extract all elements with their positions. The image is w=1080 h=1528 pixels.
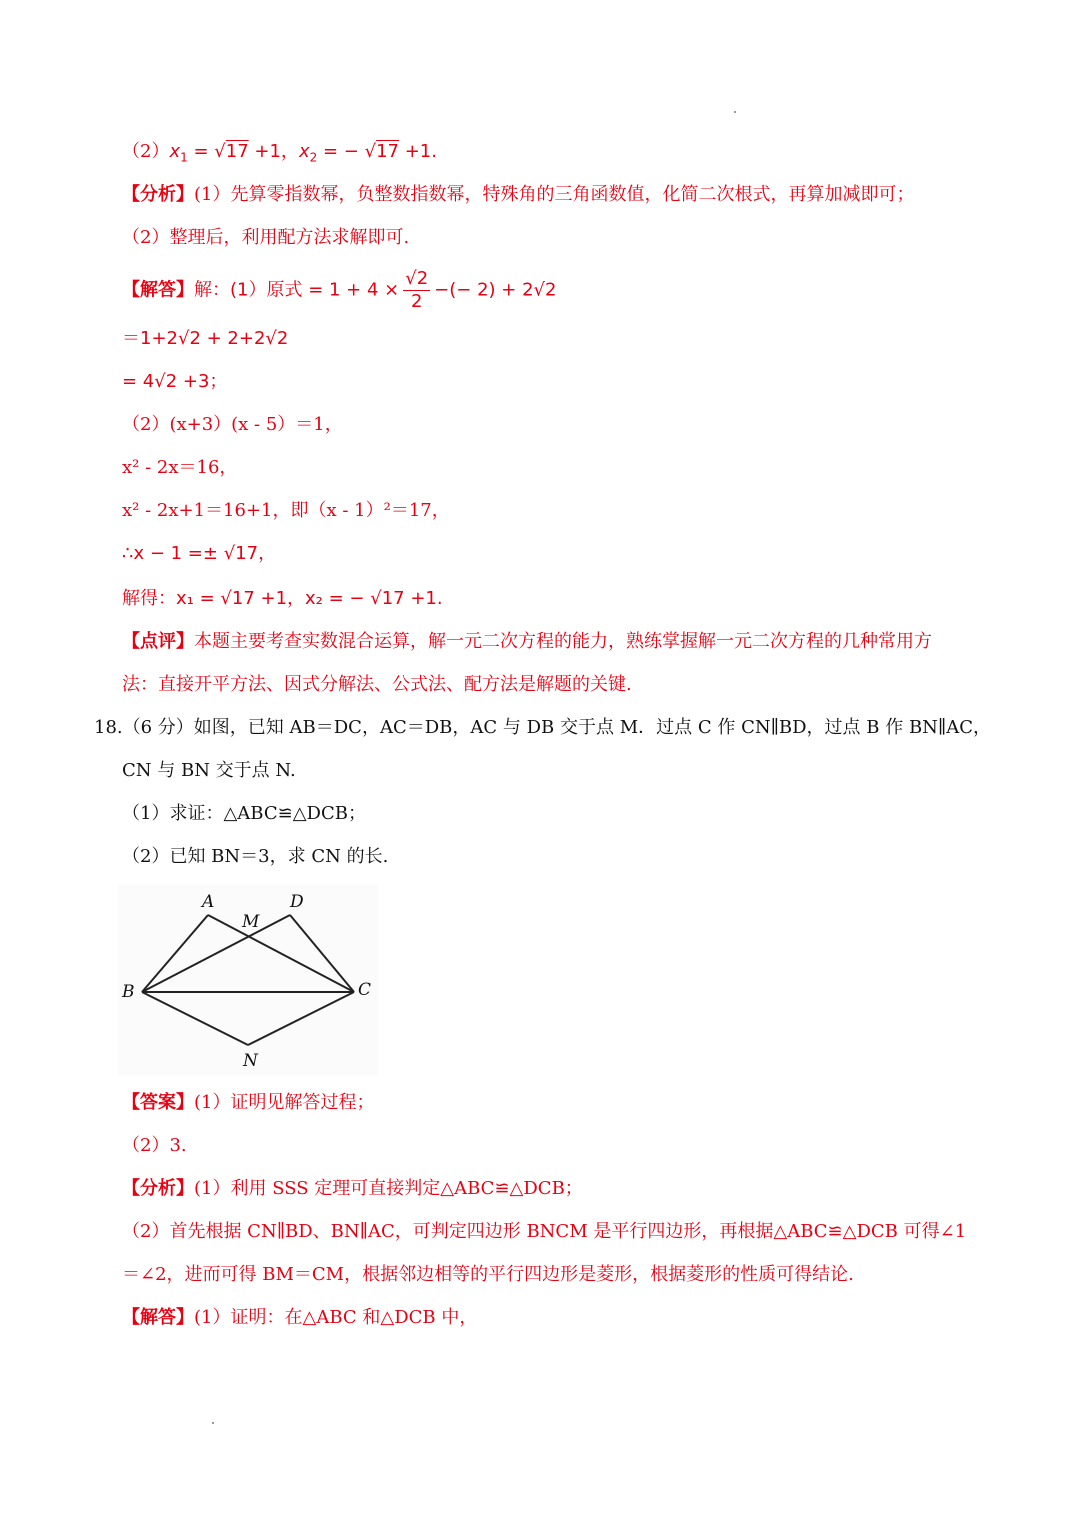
var-x: x [169,141,181,162]
numerator: √2 [405,268,429,289]
solution-line-8: 解得：x₁ = √17 +1，x₂ = − √17 +1. [122,588,443,609]
plus-one: +1， [248,141,299,162]
solution-text: 解：(1）原式 = 1 + 4 × [194,279,400,301]
analysis18-line-2: （2）首先根据 CN∥BD、BN∥AC，可判定四边形 BNCM 是平行四边形，再根据△ABC≌△DCB 可得∠1 [122,1221,967,1242]
solution-line-3: = 4√2 +3； [122,371,228,392]
eq-neg: = − [317,141,365,162]
solution-line-4: （2）(x+3）(x - 5）＝1， [122,414,343,435]
analysis-tag: 【分析】 [122,184,194,205]
solution-line-1 [122,268,556,313]
solution-tag: 【解答】 [122,279,194,301]
question-18-part-1: （1）求证：△ABC≌△DCB； [122,803,366,824]
geometry-figure [118,885,378,1075]
radical: √ [214,141,226,162]
label-A: A [202,892,215,912]
sub: 2 [309,150,318,165]
analysis-line-2 [122,225,409,251]
answer-tag: 【答案】 [122,1092,194,1113]
label-D: D [290,892,304,912]
speck [212,1422,214,1424]
answer-line-2: （2）3. [122,1135,187,1156]
analysis18-line-1 [122,1176,583,1202]
radical: √ [364,141,377,162]
sub: 1 [180,150,188,165]
analysis-line-1 [122,182,914,208]
analysis-text: (1）先算零指数幂，负整数指数幂，特殊角的三角函数值，化简二次根式，再算加减即可； [194,184,915,205]
question-18-line-2: CN 与 BN 交于点 N. [122,760,296,781]
analysis-text: （2）整理后，利用配方法求解即可. [122,227,410,248]
label-C: C [358,980,372,1000]
solution18-line-1 [122,1305,477,1331]
fraction [403,268,430,313]
solution-line-7: ∴x − 1 =± √17， [122,543,277,564]
plus-one: +1. [398,141,437,162]
label-B: B [122,982,135,1002]
comment-line-2: 法：直接开平方法、因式分解法、公式法、配方法是解题的关键. [122,674,632,695]
speck [734,111,736,113]
answer-text: (1）证明见解答过程； [194,1092,375,1113]
comment-line-1 [122,629,932,655]
analysis18-line-3: ＝∠2，进而可得 BM＝CM，根据邻边相等的平行四边形是菱形，根据菱形的性质可得结论. [122,1264,854,1285]
answer-line-1 [122,1090,374,1116]
denominator: 2 [410,291,423,312]
question-18-line-1: 18.（6 分）如图，已知 AB＝DC，AC＝DB，AC 与 DB 交于点 M．过点 C 作 CN∥BD，过点 B 作 BN∥AC， [94,717,992,738]
radicand: 17 [225,141,249,162]
comment-text: 本题主要考查实数混合运算，解一元二次方程的能力，熟练掌握解一元二次方程的几种常用方 [194,631,932,652]
label: （2） [122,141,170,162]
eq: = [187,141,215,162]
answer-line-x-values [122,139,437,171]
solution-line-5: x² - 2x＝16， [122,457,238,478]
solution-line-6: x² - 2x+1＝16+1，即（x - 1）²＝17， [122,500,450,521]
solution-text: (1）证明：在△ABC 和△DCB 中， [194,1307,478,1328]
label-N: N [243,1051,258,1071]
comment-tag: 【点评】 [122,631,194,652]
solution-tag: 【解答】 [122,1307,194,1328]
radicand: 17 [376,141,399,162]
analysis-text: (1）利用 SSS 定理可直接判定△ABC≌△DCB； [194,1178,583,1199]
question-18-part-2: （2）已知 BN＝3，求 CN 的长. [122,846,389,867]
solution-tail: −(− 2) + 2√2 [434,279,557,301]
analysis-tag: 【分析】 [122,1178,194,1199]
label-M: M [242,912,260,932]
figure-svg [118,885,378,1075]
var-x: x [298,141,310,162]
solution-line-2: ＝1+2√2 + 2+2√2 [122,328,289,349]
